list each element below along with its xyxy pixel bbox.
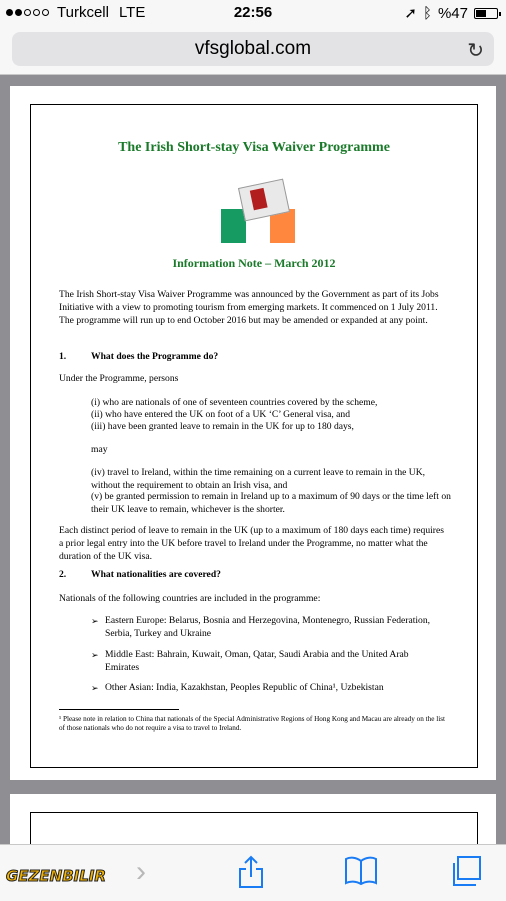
address-bar (0, 26, 506, 75)
pdf-page-2 (10, 794, 496, 844)
bullet-text: Middle East: Bahrain, Kuwait, Oman, Qatar, Saudi Arabia and the United Arab Emirates (105, 649, 409, 673)
carrier-label: Turkcell (57, 4, 109, 21)
flag-image (219, 179, 297, 251)
condition-iv: (iv) travel to Ireland, within the time remaining on a current leave to remain in the UK, without the requirement to obtain an Irish visa, and (91, 467, 426, 491)
footnote: ¹ Please note in relation to China that nationals of the Special Administrative Regions of Hong Kong and Macau are already on the list of those nationals who do not require a visa to travel to Ireland. (59, 715, 445, 733)
arrow-bullet-icon: ➢ (91, 683, 99, 693)
book-icon[interactable] (344, 855, 378, 893)
arrow-bullet-icon: ➢ (91, 650, 99, 660)
share-icon[interactable] (236, 855, 266, 897)
condition-i: (i) who are nationals of one of seventeen countries covered by the scheme, (91, 397, 378, 408)
document-subtitle: Information Note – March 2012 (172, 256, 336, 270)
bluetooth-icon: ᛒ (422, 4, 432, 22)
battery-icon (474, 8, 498, 19)
footnote-divider (59, 709, 179, 710)
section-2-lead: Nationals of the following countries are included in the programme: (59, 593, 321, 604)
watermark-logo (6, 867, 106, 895)
chevron-right-icon[interactable]: › (136, 855, 146, 888)
status-bar (0, 0, 506, 26)
section-1-number: 1. (59, 351, 67, 362)
location-icon: ➚ (404, 5, 417, 22)
battery-percent: %47 (437, 4, 468, 22)
section-1-lead: Under the Programme, persons (59, 373, 179, 384)
bullet-text: Eastern Europe: Belarus, Bosnia and Herzegovina, Montenegro, Russian Federation, Serbia, Turkey and Ukraine (105, 615, 431, 639)
browser-toolbar (0, 844, 506, 901)
bullet-text: Other Asian: India, Kazakhstan, Peoples Republic of China¹, Uzbekistan (105, 682, 384, 693)
list-item (91, 615, 441, 641)
status-time: 22:56 (233, 4, 273, 21)
reload-icon[interactable]: ↻ (467, 40, 484, 62)
section-2-number: 2. (59, 569, 67, 580)
watermark-text: GEZENBILIR (6, 867, 106, 885)
tabs-icon[interactable] (450, 855, 482, 895)
flag-green (221, 209, 246, 243)
url-field[interactable] (12, 32, 494, 66)
section-1-paragraph: Each distinct period of leave to remain in the UK (up to a maximum of 180 days each time) requires a prior legal entry into the UK before travel to Ireland under the Programme, no matter what the duration of the UK visa. (59, 525, 444, 562)
network-label: LTE (118, 4, 146, 21)
section-2-heading: What nationalities are covered? (91, 569, 221, 580)
list-item (91, 682, 441, 695)
passport-icon (250, 188, 268, 210)
page-border (30, 104, 478, 768)
status-right (404, 4, 498, 22)
intro-paragraph: The Irish Short-stay Visa Waiver Programme was announced by the Government as part of its Jobs Initiative with a view to promoting tourism from emerging markets. It commenced on 1 July 2011. The programme will run up to end October 2016 but may be amended or expanded at any point. (59, 289, 439, 326)
condition-ii: (ii) who have entered the UK on foot of a UK ‘C’ General visa, and (91, 409, 351, 420)
section-1-heading: What does the Programme do? (91, 351, 219, 362)
condition-v: (v) be granted permission to remain in Ireland up to a maximum of 90 days or the time left on their UK leave to remain, whichever is the shorter. (91, 491, 451, 515)
arrow-bullet-icon: ➢ (91, 616, 99, 626)
url-text: vfsglobal.com (194, 38, 312, 59)
condition-iii: (iii) have been granted leave to remain in the UK for up to 180 days, (91, 421, 354, 432)
may-text: may (91, 444, 108, 455)
pdf-page-1 (10, 86, 496, 780)
list-item (91, 649, 441, 675)
document-title: The Irish Short-stay Visa Waiver Programme (118, 140, 390, 155)
